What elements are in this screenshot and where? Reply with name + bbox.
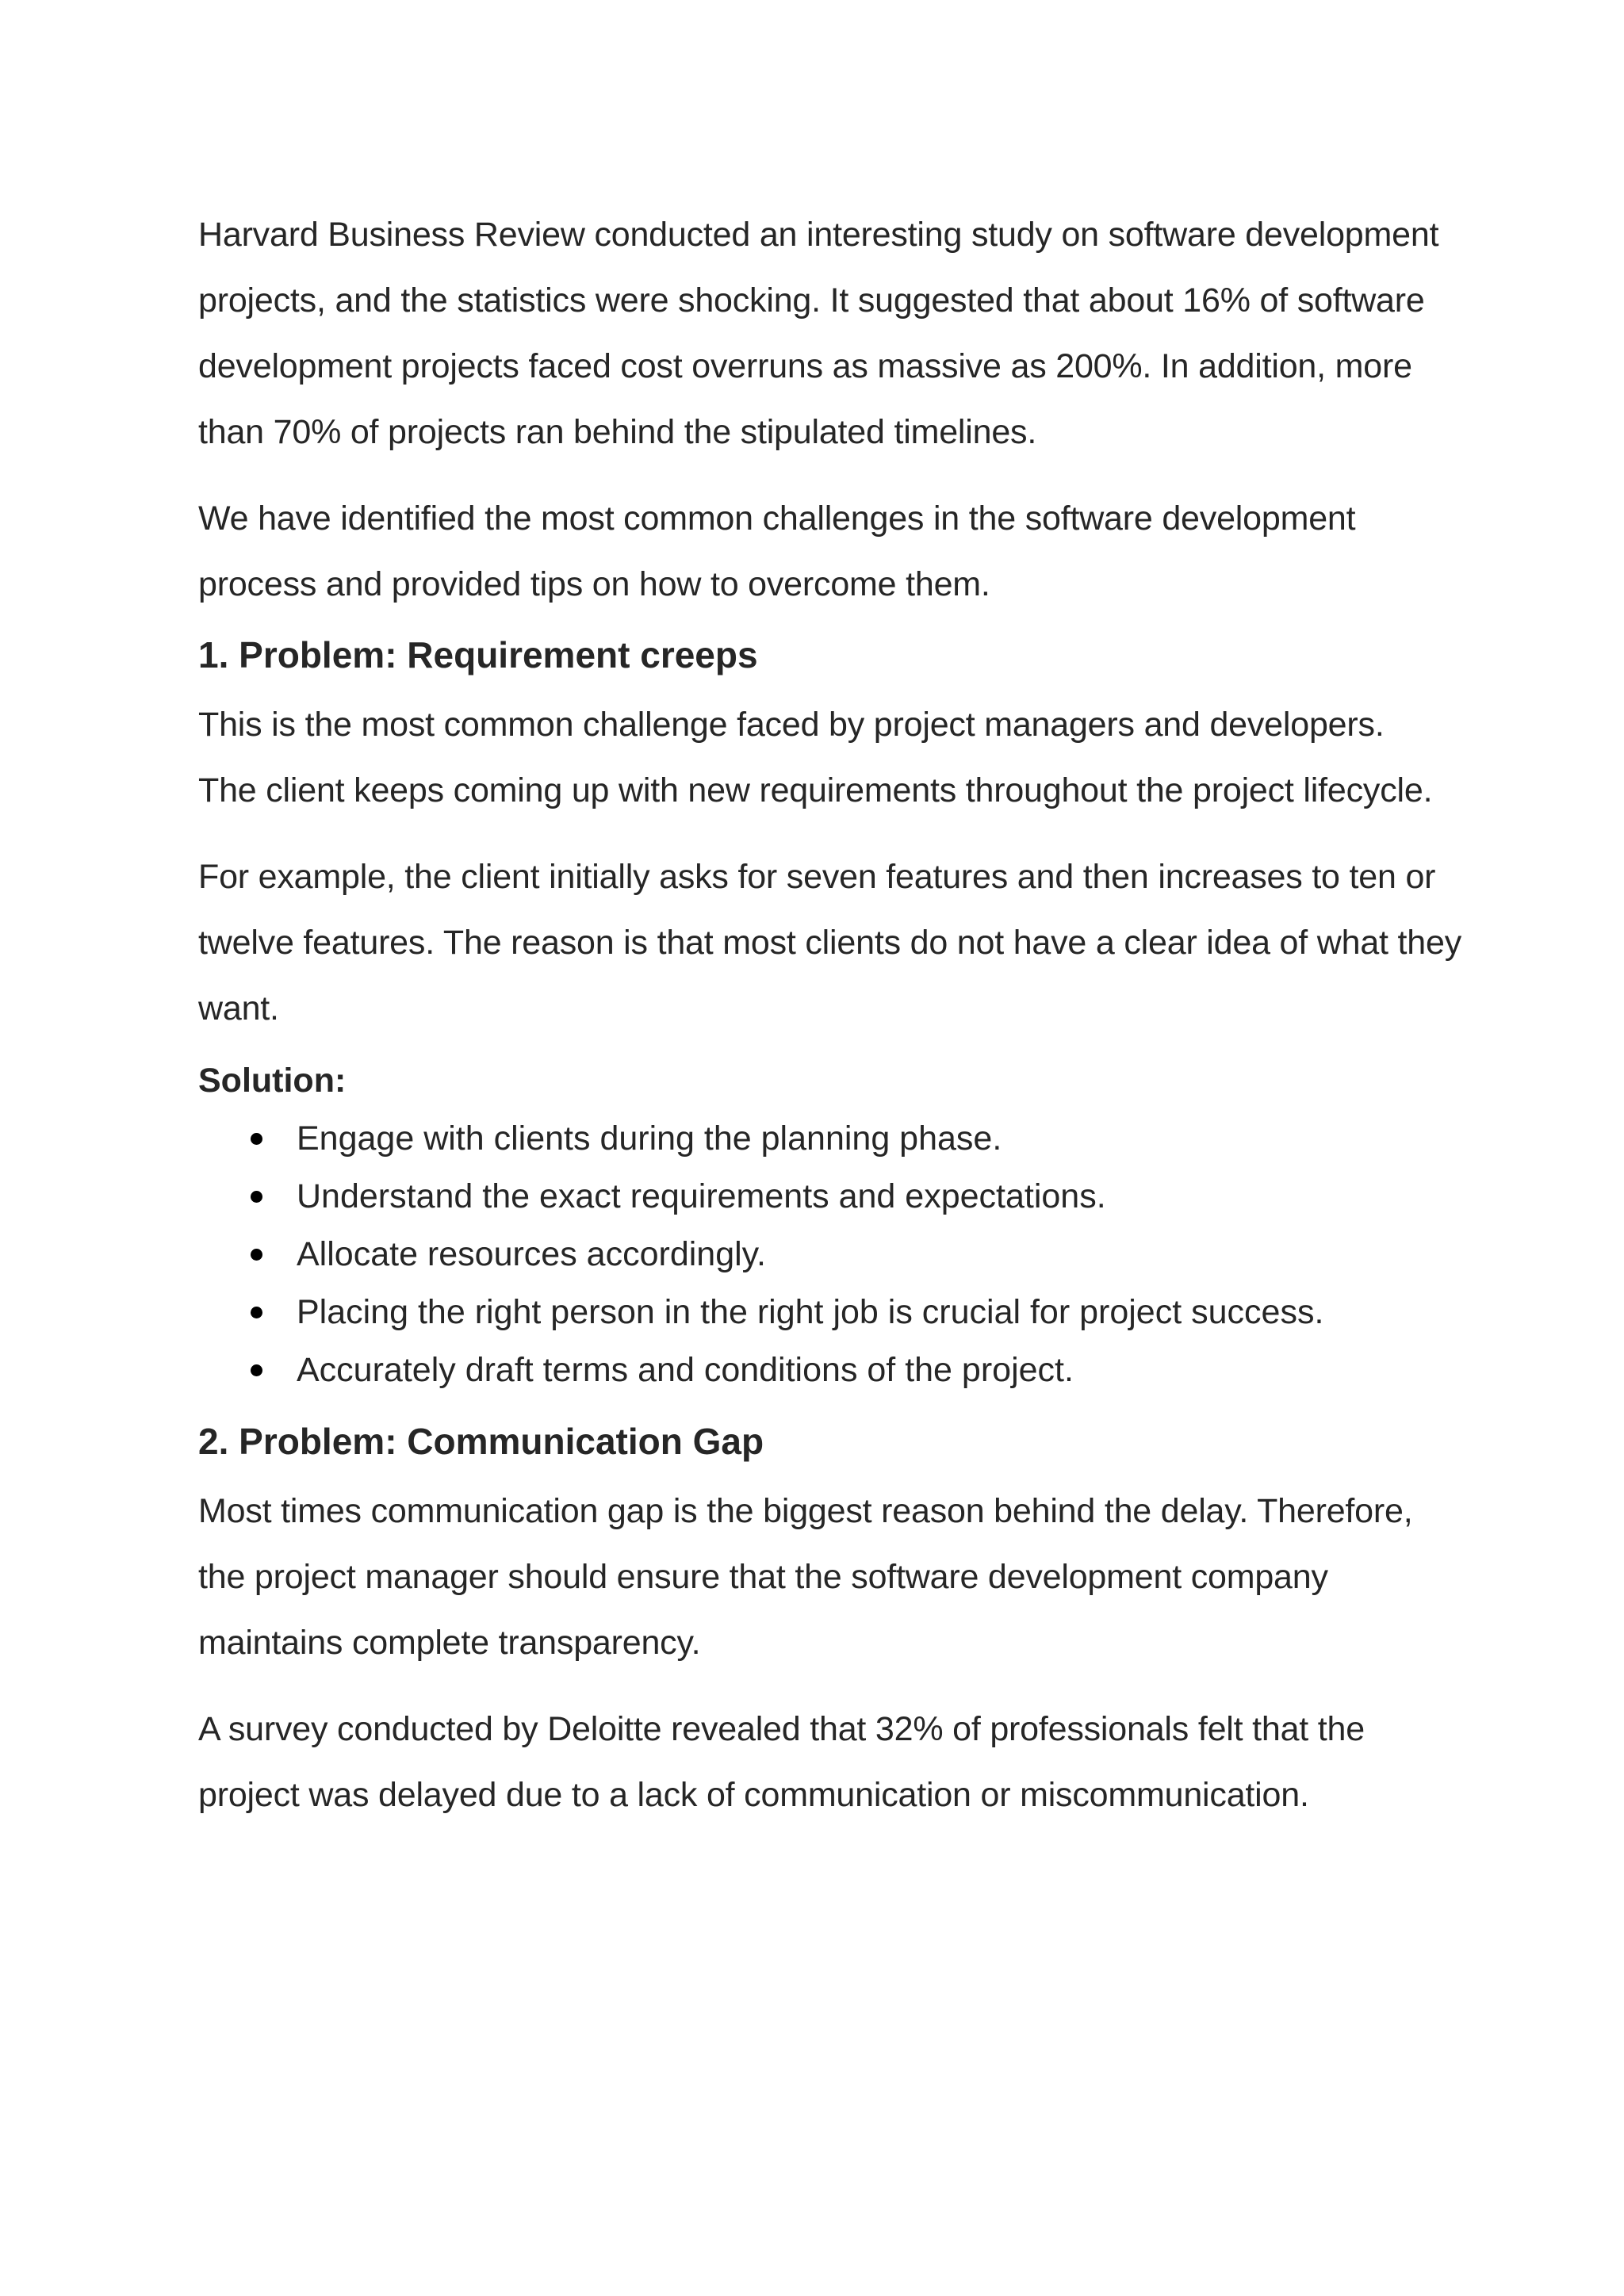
intro-paragraph-2: We have identified the most common challenges in the software development process and provided tips on how to overcome them. bbox=[198, 499, 1356, 603]
document-page bbox=[198, 202, 1462, 1849]
list-item bbox=[198, 1168, 1451, 1226]
bullet-icon bbox=[251, 1307, 262, 1318]
solution-label: Solution: bbox=[198, 1062, 347, 1100]
list-item bbox=[198, 1226, 1451, 1284]
list-item bbox=[198, 1284, 1451, 1341]
list-item-text: Accurately draft terms and conditions of the project. bbox=[297, 1351, 1074, 1389]
list-item-text: Placing the right person in the right job is crucial for project success. bbox=[297, 1293, 1324, 1331]
section-2-paragraph-2: A survey conducted by Deloitte revealed that 32% of professionals felt that the project was delayed due to a lack of communication or miscommunication. bbox=[198, 1710, 1365, 1814]
bullet-icon bbox=[251, 1133, 262, 1145]
list-item-text: Allocate resources accordingly. bbox=[297, 1235, 766, 1273]
section-1-heading: 1. Problem: Requirement creeps bbox=[198, 634, 758, 675]
list-item bbox=[198, 1110, 1451, 1168]
bullet-icon bbox=[251, 1191, 262, 1203]
section-1-paragraph-1: This is the most common challenge faced by project managers and developers. The client keeps coming up with new requirements throughout the project lifecycle. bbox=[198, 706, 1433, 809]
list-item-text: Engage with clients during the planning phase. bbox=[297, 1119, 1002, 1158]
intro-paragraph-1: Harvard Business Review conducted an interesting study on software development projects, and the statistics were shocking. It suggested that about 16% of software development projects faced cost overruns as massive as 200%. In addition, more than 70% of projects ran behind the stipulated timelines. bbox=[198, 216, 1439, 451]
section-1-paragraph-2: For example, the client initially asks for seven features and then increases to ten or twelve features. The reason is that most clients do not have a clear idea of what they want. bbox=[198, 858, 1462, 1027]
bullet-icon bbox=[251, 1249, 262, 1261]
list-item-text: Understand the exact requirements and expectations. bbox=[297, 1177, 1106, 1215]
solution-list bbox=[198, 1110, 1451, 1399]
list-item bbox=[198, 1341, 1451, 1399]
section-2-heading: 2. Problem: Communication Gap bbox=[198, 1421, 764, 1462]
section-2-paragraph-1: Most times communication gap is the biggest reason behind the delay. Therefore, the project manager should ensure that the software development company maintains complete transparency. bbox=[198, 1492, 1413, 1662]
bullet-icon bbox=[251, 1364, 262, 1376]
